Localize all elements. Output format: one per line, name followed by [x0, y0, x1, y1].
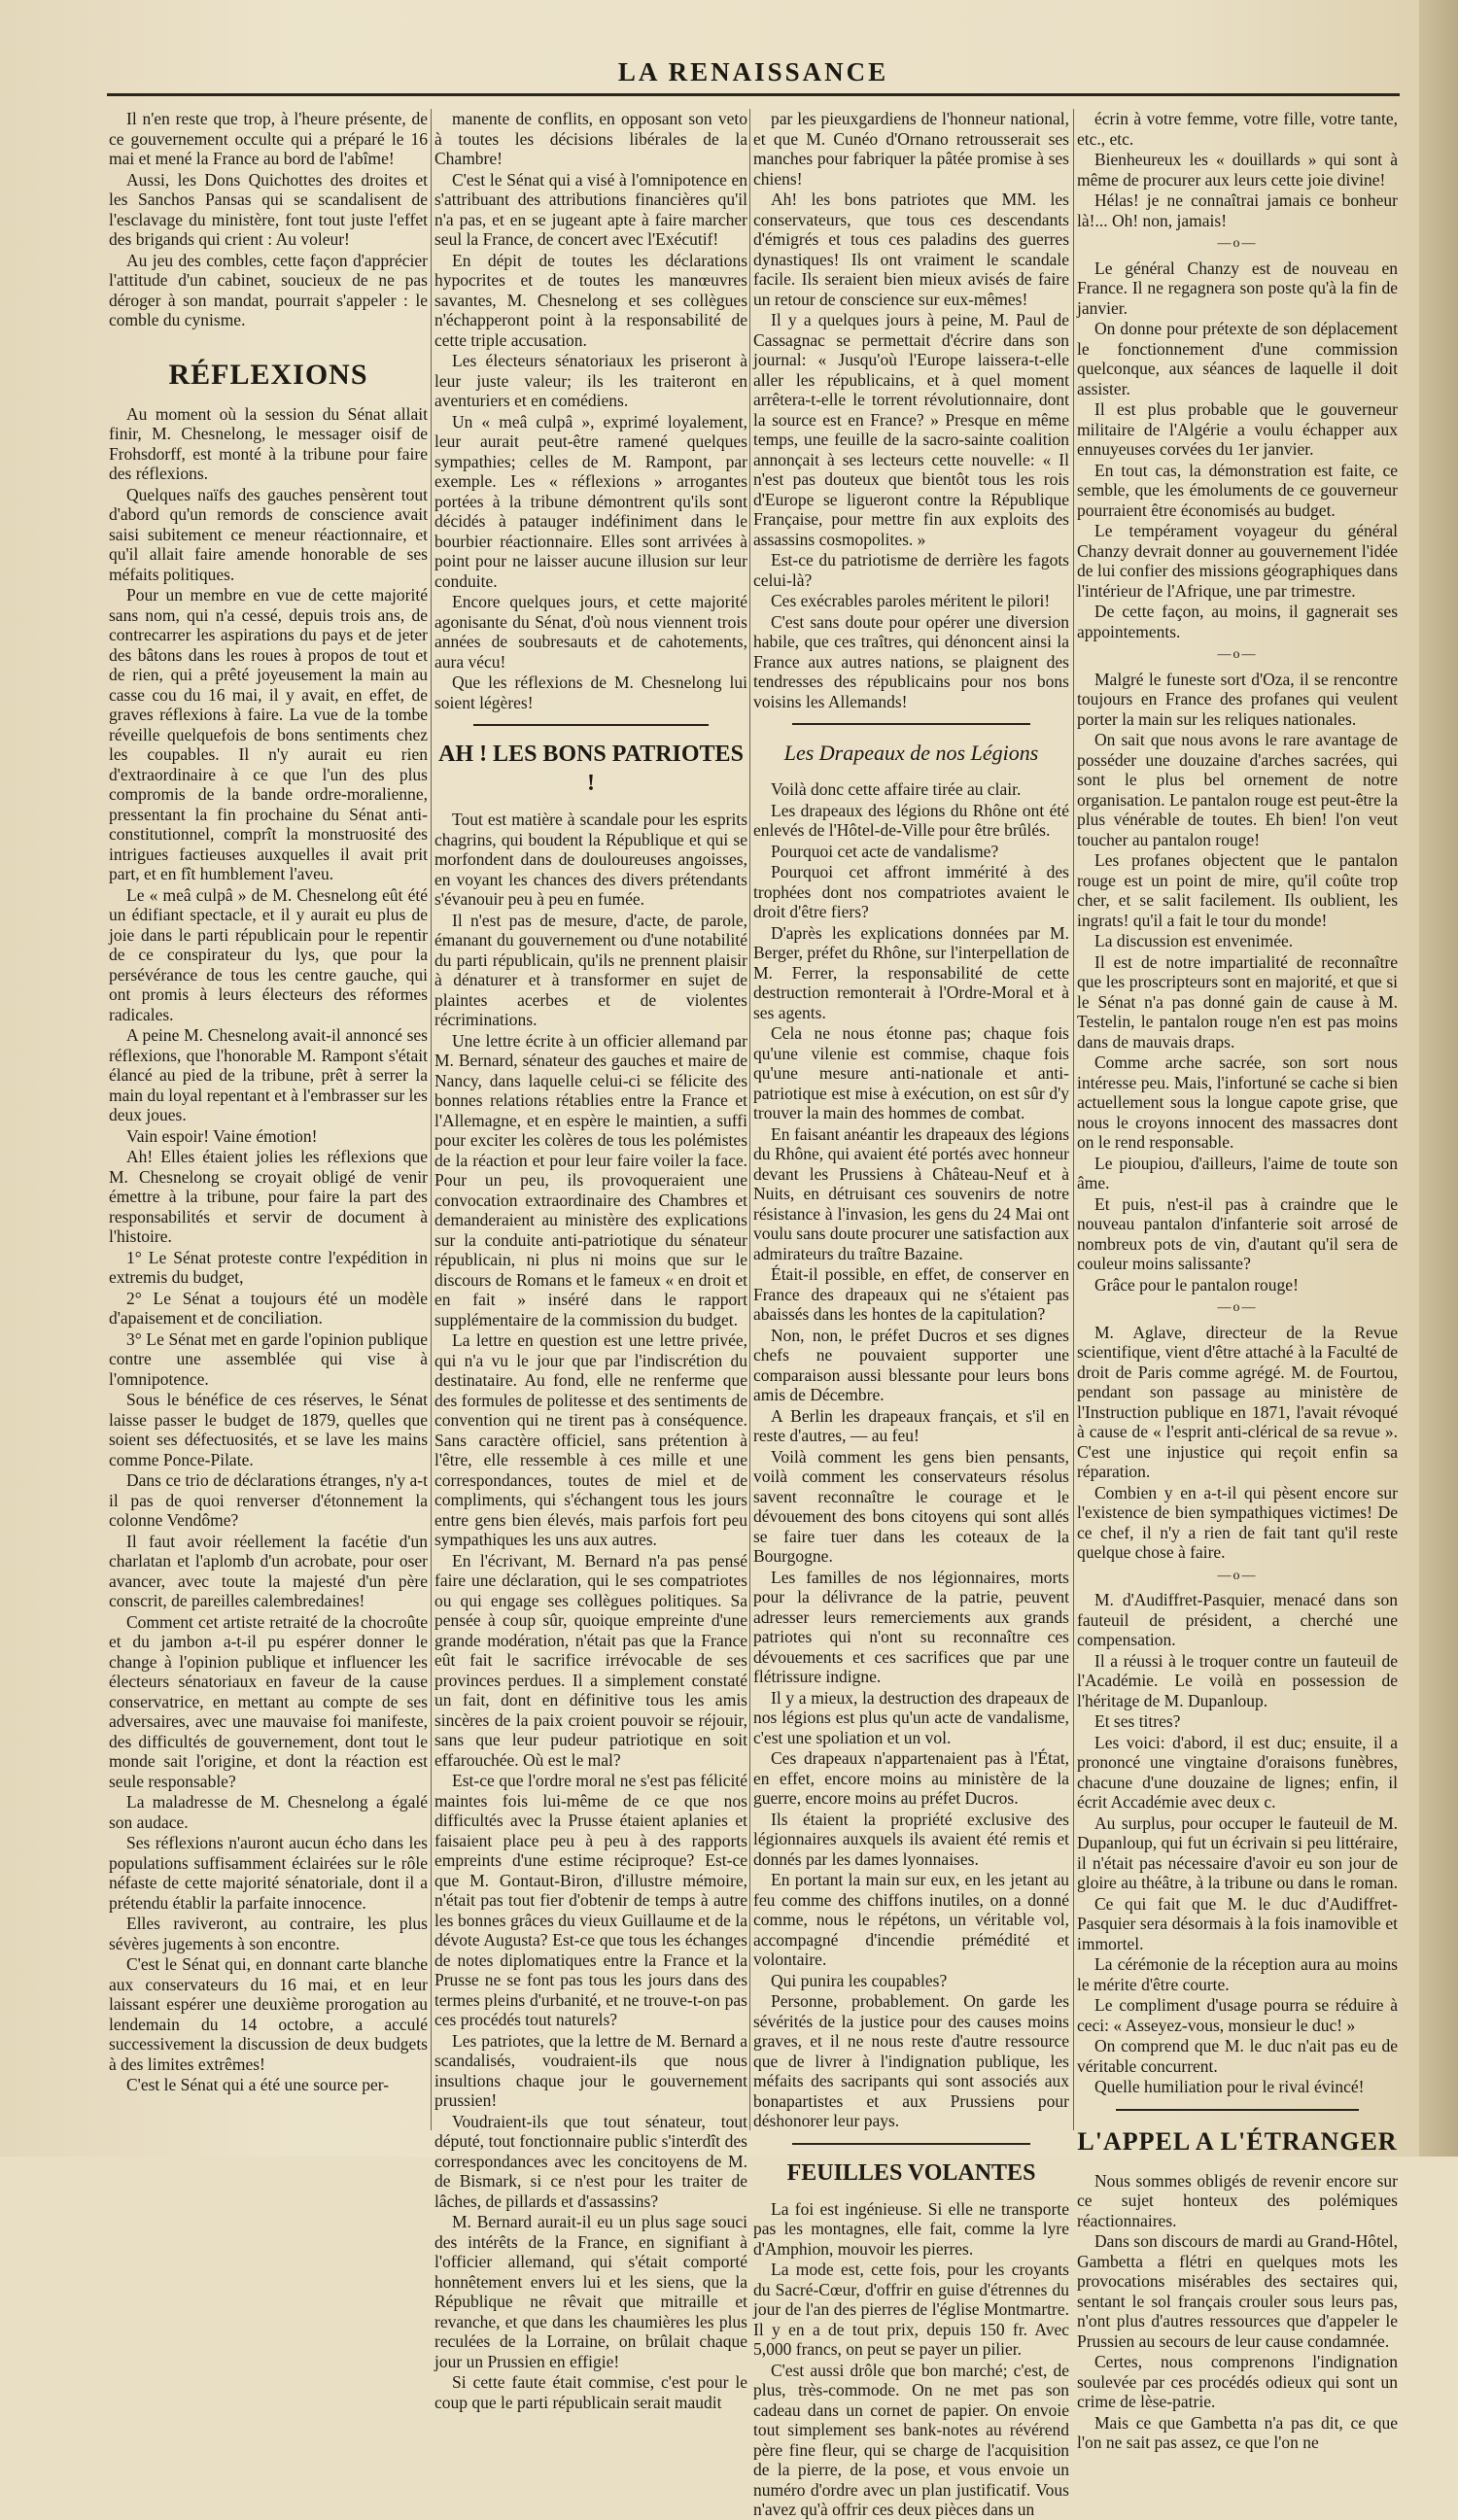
paragraph: D'après les explications données par M. Berger, préfet du Rhône, sur l'interpellation de M. Ferrer, la responsabilité de cette destruction remonterait à l'Ordre-Moral et à ses agents.: [753, 922, 1069, 1022]
paragraph: On sait que nous avons le rare avantage de posséder une douzaine d'arches sacrées, qui sont le plus bel ornement de notre organisation. Le pantalon rouge est peut-être la plus vénérable de toutes. Eh bien! l'on veut toucher au pantalon rouge!: [1077, 730, 1398, 849]
section-rule: [792, 723, 1030, 725]
paragraph: De cette façon, au moins, il gagnerait ses appointements.: [1077, 602, 1398, 641]
paragraph: Elles raviveront, au contraire, les plus sévères jugements à son encontre.: [109, 1914, 428, 1953]
paragraph: Vain espoir! Vaine émotion!: [126, 1125, 318, 1146]
paragraph: La lettre en question est une lettre privée, qui n'a vu le jour que par l'indiscrétion du destinataire. Au fond, elle ne renferme que des formules de politesse et des sentiments de convention qui ne tirent pas à conséquence. Sans caractère officiel, sans prétention à l'être, elle ressemble à ces mille et une correspondances, toutes de miel et de compliments, qui s'échangent tous les jours entre gens bien élevés, mais parfois fort peu sympathiques les uns aux autres.: [434, 1330, 747, 1549]
paragraph: Comment cet artiste retraité de la chocroûte et du jambon a-t-il pu espérer donner le change à l'opinion publique et influencer les électeurs sénatoriaux en faveur de la cause conservatrice, en mettant au compte de ses adversaires, avec une mauvaise foi manifeste, des difficultés de gouvernement, dont tout le monde sait l'origine, et dont la réaction est seule responsable?: [109, 1611, 428, 1791]
paragraph: Certes, nous comprenons l'indignation soulevée par ces procédés odieux qui sont un crime de lèse-patrie.: [1077, 2352, 1398, 2411]
column-1: [109, 109, 428, 2130]
paragraph: On comprend que M. le duc n'ait pas eu de véritable concurrent.: [1077, 2036, 1398, 2076]
paragraph: La foi est ingénieuse. Si elle ne transporte pas les montagnes, elle fait, comme la lyre d'Amphion, mouvoir les pierres.: [753, 2198, 1069, 2259]
paragraph: Les électeurs sénatoriaux les priseront à leur juste valeur; ils les traiteront en aventuriers et en comédiens.: [434, 351, 747, 410]
paragraph: Est-ce du patriotisme de derrière les fagots celui-là?: [753, 550, 1069, 590]
paragraph: Ah! Elles étaient jolies les réflexions que M. Chesnelong se croyait obligé de venir émettre à la tribune, pour faire la part des responsabilités et servir de document à l'histoire.: [109, 1147, 428, 1246]
paragraph: Ses réflexions n'auront aucun écho dans les populations suffisamment éclairées sur le rôle néfaste de cette majorité sénatoriale, dont il a prétendu établir la parfaite innocence.: [109, 1833, 428, 1913]
paragraph: Un « meâ culpâ », exprimé loyalement, leur aurait peut-être ramené quelques sympathies; celles de M. Rampont, par exemple. Les « réflexions » arrogantes portées à la tribune démontrent qu'ils sont décidés à patauger indéfiniment dans le bourbier réactionnaire. Elles sont arrivées à point pour ne laisser aucune illusion sur leur conduite.: [434, 411, 747, 591]
paragraph: On donne pour prétexte de son déplacement le fonctionnement d'une commission quelconque, aux séances de laquelle il doit assister.: [1077, 319, 1398, 398]
paragraph: Non, non, le préfet Ducros et ses dignes chefs ne pouvaient supporter une comparaison aussi blessante pour leurs bons amis de Décembre.: [753, 1325, 1069, 1404]
paragraph: Combien y en a-t-il qui pèsent encore sur l'existence de bien sympathiques victimes! De ce chef, il n'y a rien de fait tant qu'il reste quelque chose à faire.: [1077, 1482, 1398, 1562]
paragraph: Il y a mieux, la destruction des drapeaux de nos légions est plus qu'un acte de vandalisme, c'est une spoliation et un vol.: [753, 1687, 1069, 1747]
paragraph: Les familles de nos légionnaires, morts pour la délivrance de la patrie, peuvent adresser leurs remerciements aux grands patriotes qui n'ont su reconnaître ces dévouements et ces sacrifices que par une flétrissure indigne.: [753, 1567, 1069, 1686]
section-rule: [473, 724, 709, 726]
paragraph: Si cette faute était commise, c'est pour le coup que le parti républicain serait maudit: [434, 2372, 747, 2412]
column-rule: [749, 109, 750, 2130]
paragraph: 2° Le Sénat a toujours été un modèle d'apaisement et de conciliation.: [109, 1288, 428, 1328]
article-heading: FEUILLES VOLANTES: [786, 2159, 1036, 2186]
paragraph: manente de conflits, en opposant son veto à toutes les décisions libérales de la Chambre!: [434, 109, 747, 168]
paragraph: C'est le Sénat qui a été une source per-: [126, 2075, 390, 2094]
paragraph: Une lettre écrite à un officier allemand par M. Bernard, sénateur des gauches et maire de Nancy, dans laquelle celui-ci se félicite des bonnes relations rétablies entre la France et l'Allemagne, et en espère le maintien, a suffi pour exciter les colères de tous les polémistes de la réaction et pour leur faire voiler la face. Pour un peu, ils provoqueraient une convocation extraordinaire des Chambres et demanderaient au ministère des explications sur la conduite anti-patriotique du sénateur républicain, ni plus ni moins que sur le discours de Romans et le fameux « en droit et en fait » inséré dans le rapport supplémentaire de la commission du budget.: [434, 1030, 747, 1329]
paragraph: C'est le Sénat qui a visé à l'omnipotence en s'attribuant des attributions financières qu'il n'a pas, et en se jugeant apte à faire marcher seul la France, de concert avec l'Exécutif!: [434, 169, 747, 249]
paragraph: Voudraient-ils que tout sénateur, tout député, tout fonctionnaire public s'interdît des correspondances avec les concitoyens de M. de Bismark, si ce n'est pour les traiter de lâches, de pillards et d'assassins?: [434, 2111, 747, 2211]
paragraph: C'est aussi drôle que bon marché; c'est, de plus, très-commode. On ne met pas son cadeau dans un cornet de papier. On envoie tout simplement ses bank-notes au révérend père fine fleur, qui se charge de l'acquisition de la pierre, de la pose, et vous envoie un numéro d'ordre avec un plan justificatif. Vous n'avez qu'à offrir ces deux pièces dans un: [753, 2360, 1069, 2519]
paragraph: La cérémonie de la réception aura au moins le mérite d'être courte.: [1077, 1954, 1398, 1994]
paragraph: Pourquoi cet affront immérité à des trophées dont nos compatriotes avaient le droit d'être fiers?: [753, 862, 1069, 921]
paragraph: Le tempérament voyageur du général Chanzy devrait donner au gouvernement l'idée de lui confier des missions géographiques dans l'intérieur de l'Afrique, une par trimestre.: [1077, 521, 1398, 601]
paragraph: C'est le Sénat qui, en donnant carte blanche aux conservateurs du 16 mai, et en leur laissant espérer une deuxième prorogation au lendemain du 14 octobre, a acculé successivement la discussion de deux budgets à des limites extrêmes!: [109, 1954, 428, 2074]
paragraph: Au surplus, pour occuper le fauteuil de M. Dupanloup, qui fut un écrivain si peu littéraire, il n'était pas nécessaire d'avoir eu son jour de gloire au théâtre, à la tribune ou dans le roman.: [1077, 1812, 1398, 1892]
paragraph: Malgré le funeste sort d'Oza, il se rencontre toujours en France des profanes qui veulent porter la main sur les reliques nationales.: [1077, 669, 1398, 729]
paragraph: Le compliment d'usage pourra se réduire à ceci: « Asseyez-vous, monsieur le duc! »: [1077, 1995, 1398, 2035]
paragraph: Il n'en reste que trop, à l'heure présente, de ce gouvernement occulte qui a préparé le 16 mai et mené la France au bord de l'abîme!: [109, 109, 428, 168]
paragraph: écrin à votre femme, votre fille, votre tante, etc., etc.: [1077, 109, 1398, 149]
masthead-title: LA RENAISSANCE: [617, 57, 889, 86]
paragraph: Les patriotes, que la lettre de M. Bernard a scandalisés, voudraient-ils que nous insultions chaque jour le gouvernement prussien!: [434, 2030, 747, 2110]
paragraph: A Berlin les drapeaux français, et s'il en reste d'autres, — au feu!: [753, 1405, 1069, 1445]
paragraph: Quelle humiliation pour le rival évincé!: [1094, 2077, 1365, 2096]
paragraph: Les drapeaux des légions du Rhône ont été enlevés de l'Hôtel-de-Ville pour être brûlés.: [753, 800, 1069, 840]
paragraph: La maladresse de M. Chesnelong a égalé son audace.: [109, 1792, 428, 1832]
paragraph: En faisant anéantir les drapeaux des légions du Rhône, qui avaient été portés avec honneur devant les Prussiens à Château-Neuf et à Nuits, en détruisant ces souvenirs de notre résistance à l'invasion, les gens du 24 Mai ont voulu sans doute procurer une satisfaction aux admirateurs du traître Bazaine.: [753, 1123, 1069, 1263]
paragraph: A peine M. Chesnelong avait-il annoncé ses réflexions, que l'honorable M. Rampont s'était élancé au pied de la tribune, prêt à serrer la main du loyal repentant et à l'embrasser sur les deux joues.: [109, 1025, 428, 1124]
paragraph: Et puis, n'est-il pas à craindre que le nouveau pantalon d'infanterie soit arrosé de nombreux pots de vin, d'autant qu'il sera de couleur moins salissante?: [1077, 1193, 1398, 1273]
paragraph: Il n'est pas de mesure, d'acte, de parole, émanant du gouvernement ou d'une notabilité du parti républicain, qu'ils ne prennent plaisir à dénaturer et à transformer en sujet de plaintes acerbes et de violentes récriminations.: [434, 910, 747, 1029]
paragraph: Ces drapeaux n'appartenaient pas à l'État, en effet, encore moins au ministère de la guerre, encore moins au préfet Ducros.: [753, 1748, 1069, 1808]
paragraph: Le général Chanzy est de nouveau en France. Il ne regagnera son poste qu'à la fin de janvier.: [1077, 258, 1398, 318]
paragraph: C'est sans doute pour opérer une diversion habile, que ces traîtres, qui dénoncent ainsi la France aux autres nations, se plaignent des tendresses des républicains pour nos bons voisins les Allemands!: [753, 611, 1069, 711]
page-edge: [1419, 0, 1458, 2157]
paragraph: Voilà donc cette affaire tirée au clair.: [771, 779, 1022, 799]
paragraph: Dans ce trio de déclarations étranges, n'y a-t il pas de quoi renverser d'étonnement la colonne Vendôme?: [109, 1470, 428, 1530]
section-rule: [792, 2143, 1030, 2145]
column-rule: [1073, 109, 1074, 2130]
paragraph: Au jeu des combles, cette façon d'apprécier l'attitude d'un cabinet, soucieux de ne pas déroger à son mandat, pourrait s'appeler : le comble du cynisme.: [109, 250, 428, 329]
paragraph: Il y a quelques jours à peine, M. Paul de Cassagnac se permettait d'écrire dans son journal: « Jusqu'où l'Europe laissera-t-elle aller les républicains, et à quel moment arrêtera-t-elle le torrent révolutionnaire, dont la source est en France? » Presque en même temps, une feuille de la sacro-sainte coalition annonçait à ses lecteurs cette nouvelle: « Il n'est pas douteux que bientôt tous les rois d'Europe se ligueront contre la République Française, pour mettre fin aux exploits des assassins cosmopolites. »: [753, 310, 1069, 549]
paragraph: Et ses titres?: [1094, 1711, 1181, 1731]
paragraph: M. Bernard aurait-il eu un plus sage souci des intérêts de la France, en signifiant à l'officier allemand, qui s'était comporté honnêtement envers lui et les siens, que la République ne rêvait que mitraille et revanche, et que dans les chaumières les plus reculées de la Lorraine, on brûlait chaque jour un Prussien en effigie!: [434, 2212, 747, 2371]
paragraph: Comme arche sacrée, son sort nous intéresse peu. Mais, l'infortuné se cache si bien actuellement sous la longue capote grise, que nous le croyons innocent des massacres dont on le rend responsable.: [1077, 1053, 1398, 1152]
paragraph: Hélas! je ne connaîtrai jamais ce bonheur là!... Oh! non, jamais!: [1077, 190, 1398, 230]
paragraph: 1° Le Sénat proteste contre l'expédition in extremis du budget,: [109, 1247, 428, 1287]
article-heading: L'APPEL A L'ÉTRANGER: [1077, 2126, 1398, 2156]
paragraph: Ce qui fait que M. le duc d'Audiffret-Pasquier sera désormais à la fois inamovible et immortel.: [1077, 1893, 1398, 1953]
paragraph: Tout est matière à scandale pour les esprits chagrins, qui boudent la République et qui se morfondent dans de douloureuses angoisses, en voyant les chances des divers prétendants s'évanouir peu à peu en fumée.: [434, 810, 747, 909]
paragraph: Quelques naïfs des gauches pensèrent tout d'abord qu'un remords de conscience avait saisi subitement ce meneur réactionnaire, et qu'il allait faire amende honorable de ses méfaits politiques.: [109, 484, 428, 584]
paragraph: En tout cas, la démonstration est faite, ce semble, que les émoluments de ce gouverneur pourraient être économisés au budget.: [1077, 460, 1398, 520]
paragraph: Pour un membre en vue de cette majorité sans nom, qui n'a cessé, depuis trois ans, de contrecarrer les aspirations du pays et de jeter des bâtons dans les roues à propos de tout et de rien, qui a prêté joyeusement la main au casse cou du 16 mai, il y avait, en effet, de graves réflexions à faire. La vue de la tombe réveille quelquefois de bons sentiments chez les coupables. Il n'y aurait eu rien d'extraordinaire à ce que l'un des plus compromis de la bande ordre-moralienne, pressentant la fin prochaine du Sénat anti-constitutionnel, comprît la monstruosité des intrigues factieuses auxquelles il avait prit part, et en fît humblement l'aveu.: [109, 585, 428, 883]
paragraph: Les voici: d'abord, il est duc; ensuite, il a prononcé une vingtaine d'oraisons funèbres, chacune d'une douzaine de lignes; enfin, il écrit Accadémie avec deux c.: [1077, 1732, 1398, 1812]
paragraph: Les profanes objectent que le pantalon rouge est un point de mire, qu'il coûte trop cher, et se salit facilement. Ils oublient, les ingrats! qu'il a fait le tour du monde!: [1077, 850, 1398, 930]
separator: —o—: [1217, 1568, 1258, 1583]
paragraph: Personne, probablement. On garde les sévérités de la justice pour des causes moins graves, et il ne nous reste d'autre ressource que de livrer à l'indignation publique, les méfaits des sacripants qui sont associés aux bonapartistes et aux Prussiens pour déshonorer leur pays.: [753, 1991, 1069, 2130]
separator: —o—: [1217, 1300, 1258, 1315]
article-heading: RÉFLEXIONS: [168, 358, 368, 391]
article-heading: AH ! LES BONS PATRIOTES !: [438, 742, 744, 796]
paragraph: Que les réflexions de M. Chesnelong lui soient légères!: [434, 673, 747, 712]
paragraph: Dans son discours de mardi au Grand-Hôtel, Gambetta a flétri en quelques mots les provocations misérables des sectaires qui, sentant le sol français crouler sous leurs pas, n'ont plus d'autres ressources que d'appeler le Prussien au secours de leur cause condamnée.: [1077, 2231, 1398, 2351]
paragraph: Au moment où la session du Sénat allait finir, M. Chesnelong, le messager oisif de Frohsdorff, est monté à la tribune pour faire des réflexions.: [109, 403, 428, 483]
paragraph: La discussion est envenimée.: [1094, 931, 1294, 950]
paragraph: M. d'Audiffret-Pasquier, menacé dans son fauteuil de président, a cherché une compensation.: [1077, 1590, 1398, 1649]
paragraph: Ah! les bons patriotes que MM. les conservateurs, que tous ces descendants d'émigrés et tous ces paladins des guerres dynastiques! Ils ont vraiment le scandale facile. Ils seraient bien mieux avisés de faire un retour de conscience sur eux-mêmes!: [753, 190, 1069, 309]
paragraph: En l'écrivant, M. Bernard n'a pas pensé faire une déclaration, qui le ses compatriotes ou qui engage ses collègues politiques. Sa pensée à coup sûr, quoique empreinte d'une grande modération, n'était pas que la France eût fait le sacrifice irrévocable de ses provinces perdues. Il a simplement constaté un fait, dont en définitive tous les amis sincères de la paix croient pouvoir se réjouir, sans que leur pudeur patriotique en soit effarouchée. Où est le mal?: [434, 1550, 747, 1770]
paragraph: Mais ce que Gambetta n'a pas dit, ce que l'on ne sait pas assez, ce que l'on ne: [1077, 2412, 1398, 2452]
paragraph: Il est de notre impartialité de reconnaître que les proscripteurs sont en majorité, et que si le Sénat n'a pas donné gain de cause à M. Testelin, le pantalon rouge n'en est pas moins dans de mauvais draps.: [1077, 951, 1398, 1052]
paragraph: En dépit de toutes les déclarations hypocrites et de toutes les manœuvres savantes, M. Chesnelong et ses collègues n'échapperont point à la responsabilité de cette triple accusation.: [434, 250, 747, 350]
paragraph: Il est plus probable que le gouverneur militaire de l'Algérie a voulu échapper aux ennuyeuses corvées du 1er janvier.: [1077, 399, 1398, 459]
paragraph: Était-il possible, en effet, de conserver en France des drapeaux qui ne s'étaient pas abaissés dans les hontes de la capitulation?: [753, 1264, 1069, 1324]
paragraph: Nous sommes obligés de revenir encore sur ce sujet honteux des polémiques réactionnaires.: [1077, 2170, 1398, 2230]
paragraph: 3° Le Sénat met en garde l'opinion publique contre une assemblée qui vise à l'omnipotence.: [109, 1329, 428, 1389]
paragraph: En portant la main sur eux, en les jetant au feu comme des chiffons inutiles, on a donné comme, nous le répétons, un véritable vol, accompagné d'incendie prémédité et volontaire.: [753, 1870, 1069, 1969]
column-2: [434, 109, 747, 2412]
paragraph: Voilà comment les gens bien pensants, voilà comment les conservateurs résolus savent reconnaître le courage et le dévouement des bons citoyens qui sont allés se faire tuer dans les coteaux de la Bourgogne.: [753, 1446, 1069, 1566]
paragraph: Pourquoi cet acte de vandalisme?: [771, 841, 999, 861]
paragraph: Le « meâ culpâ » de M. Chesnelong eût été un édifiant spectacle, et il y aurait eu plus de joie dans le parti républicain pour le repentir de ce conspirateur du lys, que pour la persévérance de tous les centre gauche, qui ont promis à leurs électeurs des réformes radicales.: [109, 884, 428, 1024]
paragraph: par les pieuxgardiens de l'honneur national, et que M. Cunéo d'Ornano retrousserait ses manches pour fabriquer la pâtée promise à ses chiens!: [753, 109, 1069, 189]
paragraph: Bienheureux les « douillards » qui sont à même de procurer aux leurs cette joie divine!: [1077, 150, 1398, 190]
paragraph: Il faut avoir réellement la facétie d'un charlatan et l'aplomb d'un acrobate, pour oser avancer, avec toute la majesté d'un père conscrit, de pareilles calembredaines!: [109, 1531, 428, 1610]
paragraph: Est-ce que l'ordre moral ne s'est pas félicité maintes fois lui-même de ce que nos difficultés avec la Prusse étaient aplanies et faisaient place peu à peu à des rapports empreints d'une estime réciproque? Est-ce que M. Gontaut-Biron, d'illustre mémoire, n'était pas tout fier d'obtenir de temps à autre les bonnes grâces du vieux Guillaume et de la dévote Augusta? Est-ce que tous les échanges de notes diplomatiques entre la France et la Prusse ne se font pas tous les jours dans des termes pleins d'urbanité, et ne trouve-t-on pas ces procédés tout naturels?: [434, 1771, 747, 2029]
paragraph: Grâce pour le pantalon rouge!: [1094, 1274, 1299, 1295]
paragraph: Cela ne nous étonne pas; chaque fois qu'une vilenie est commise, chaque fois qu'une mesure anti-nationale et anti-patriotique est mise à exécution, on est sûr d'y trouver la main des hommes de combat.: [753, 1023, 1069, 1122]
section-rule: [1116, 2109, 1359, 2111]
paragraph: M. Aglave, directeur de la Revue scientifique, vient d'être attaché à la Faculté de droit de Paris comme agrégé. M. de Fourtou, pendant son passage au ministère de l'Instruction publique en 1871, l'avait révoqué à cause de « l'esprit anti-clérical de sa revue ». C'est une injustice qui reçoit enfin sa réparation.: [1077, 1322, 1398, 1481]
separator: —o—: [1217, 236, 1258, 251]
column-3: [753, 109, 1069, 2519]
paragraph: Aussi, les Dons Quichottes des droites et les Sanchos Pansas qui se scandalisent de l'esclavage du ministère, font tout juste l'effet des brigands qui crient : Au voleur!: [109, 169, 428, 249]
paragraph: Sous le bénéfice de ces réserves, le Sénat laisse passer le budget de 1879, quelles que soient ses défectuosités, et se lave les mains comme Ponce-Pilate.: [109, 1390, 428, 1469]
paragraph: Le pioupiou, d'ailleurs, l'aime de toute son âme.: [1077, 1153, 1398, 1192]
separator: —o—: [1217, 647, 1258, 662]
column-4: [1077, 109, 1398, 2452]
paragraph: Qui punira les coupables?: [771, 1970, 948, 1990]
masthead: [107, 51, 1400, 96]
paragraph: Ces exécrables paroles méritent le pilori!: [771, 591, 1051, 610]
paragraph: Il a réussi à le troquer contre un fauteuil de l'Académie. Le voilà en possession de l'héritage de M. Dupanloup.: [1077, 1650, 1398, 1710]
paragraph: La mode est, cette fois, pour les croyants du Sacré-Cœur, d'offrir en guise d'étrennes du jour de l'an des pierres de l'église Montmartre. Il y en a de tout prix, depuis 150 fr. Avec 5,000 francs, on peut se payer un pilier.: [753, 2260, 1069, 2359]
paragraph: Encore quelques jours, et cette majorité agonisante du Sénat, d'où nous viennent trois années de soubresauts et de cahotements, aura vécu!: [434, 592, 747, 672]
article-heading: Les Drapeaux de nos Légions: [783, 741, 1039, 765]
column-rule: [431, 109, 432, 2130]
paragraph: Ils étaient la propriété exclusive des légionnaires auxquels ils avaient été remis et donnés par les dames lyonnaises.: [753, 1809, 1069, 1869]
